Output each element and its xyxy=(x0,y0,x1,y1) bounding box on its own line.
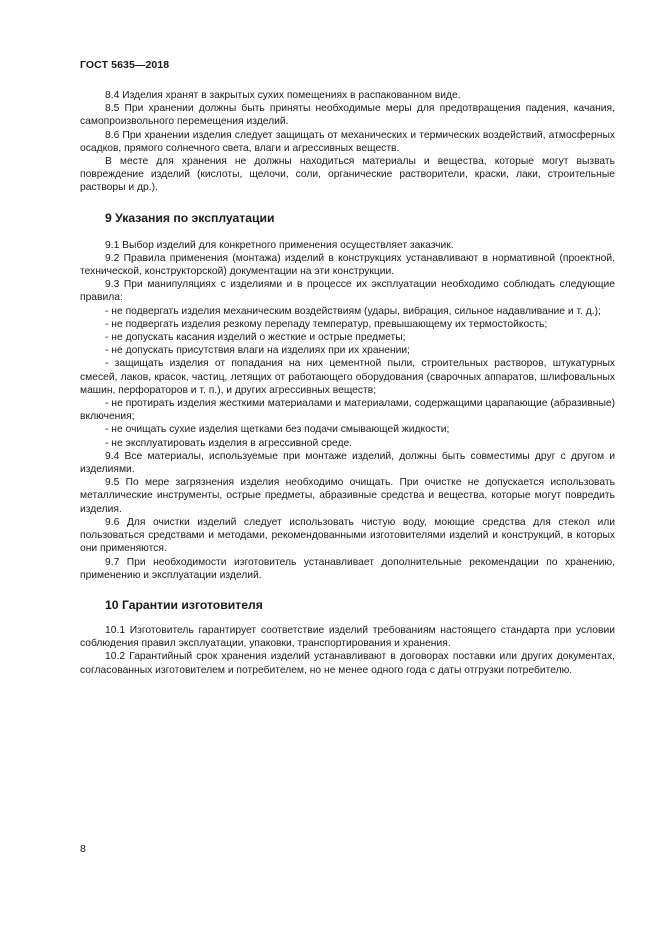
paragraph-9-3: 9.3 При манипуляциях с изделиями и в процессе их эксплуатации необходимо соблюдать следующие правила: xyxy=(80,279,615,304)
document-body xyxy=(80,89,615,677)
paragraph-9-6: 9.6 Для очистки изделий следует использовать чистую воду, моющие средства для стекол или пользоваться средствами и методами, рекомендованными изготовителями изделий и конструкций, в которых они применяются. xyxy=(80,516,615,555)
paragraph-9-1: 9.1 Выбор изделий для конкретного применения осуществляет заказчик. xyxy=(105,239,454,251)
section-10-heading: 10 Гарантии изготовителя xyxy=(105,597,263,612)
rule-item: - не протирать изделия жесткими материалами и материалами, содержащими царапающие (абразивные) включения; xyxy=(80,398,615,423)
paragraph-8-6: 8.6 При хранении изделия следует защищать от механических и термических воздействий, атмосферных осадков, прямого солнечного света, влаги и агрессивных веществ. xyxy=(80,129,615,154)
paragraph-10-1: 10.1 Изготовитель гарантирует соответствие изделий требованиям настоящего стандарта при условии соблюдения правил эксплуатации, упаковки, транспортирования и хранения. xyxy=(80,624,615,650)
rule-item: - не подвергать изделия механическим воздействиям (удары, вибрация, сильное надавливание и т. д.); xyxy=(105,305,601,317)
rule-item: - не подвергать изделия резкому перепаду температур, превышающему их термостойкость; xyxy=(105,318,548,330)
paragraph-9-5: 9.5 По мере загрязнения изделия необходимо очищать. При очистке не допускается использовать металлические инструменты, острые предметы, абразивные средства и вещества, которые могут повредить изделия. xyxy=(80,477,615,515)
rule-item: - не допускать касания изделий о жесткие и острые предметы; xyxy=(105,332,406,344)
rule-item: - защищать изделия от попадания на них цементной пыли, строительных растворов, штукатурных смесей, лаков, красок, частиц, летящих от работающего оборудования (сварочных аппаратов, шлифовальных машин, перфораторов и т. п.), и других агрессивных веществ; xyxy=(80,358,615,396)
paragraph-10-2: 10.2 Гарантийный срок хранения изделий устанавливают в договорах поставки или других документах, согласованных изготовителем и потребителем, но не менее одного года с даты отгрузки потребителю. xyxy=(80,651,615,676)
paragraph-9-2: 9.2 Правила применения (монтажа) изделий в конструкциях устанавливают в нормативной (проектной, технической, конструкторской) документации на эти конструкции. xyxy=(80,252,615,278)
document-header: ГОСТ 5635—2018 xyxy=(80,59,170,71)
paragraph-9-7: 9.7 При необходимости изготовитель устанавливает дополнительные рекомендации по хранению, применению и эксплуатации изделий. xyxy=(80,556,615,581)
section-9-heading: 9 Указания по эксплуатации xyxy=(105,210,275,225)
paragraph-8-4: 8.4 Изделия хранят в закрытых сухих помещениях в распакованном виде. xyxy=(105,90,461,101)
page-number: 8 xyxy=(80,843,86,855)
paragraph-8-6-continued: В месте для хранения не должны находиться материалы и вещества, которые могут вызвать повреждение изделий (кислоты, щелочи, соли, органические растворители, краски, лаки, строительные растворы и др.). xyxy=(80,156,615,194)
rule-item: - не допускать присутствия влаги на изделиях при их хранении; xyxy=(105,345,411,357)
paragraph-9-4: 9.4 Все материалы, используемые при монтаже изделий, должны быть совместимы друг с другом и изделиями. xyxy=(80,450,615,476)
paragraph-8-5: 8.5 При хранении должны быть приняты необходимые меры для предотвращения падения, качания, самопроизвольного перемещения изделий. xyxy=(80,103,615,128)
rule-item: - не очищать сухие изделия щетками без подачи смывающей жидкости; xyxy=(105,424,450,436)
rule-item: - не эксплуатировать изделия в агрессивной среде. xyxy=(105,437,353,449)
